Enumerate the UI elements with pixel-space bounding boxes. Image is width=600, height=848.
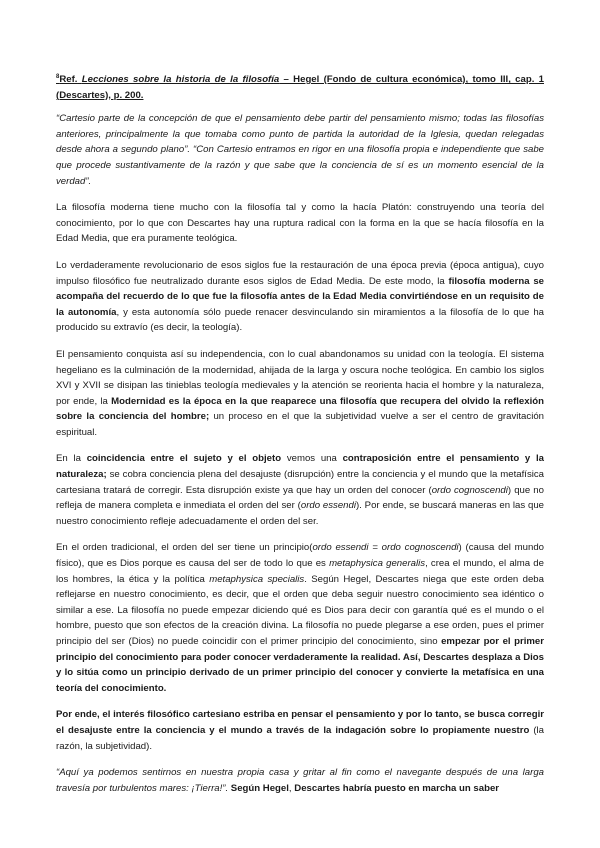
p3-text-a: El pensamiento conquista así su independencia, con lo cual abandonamos su unidad con la teología. El sistema hegeliano es la culminación de la modernidad, ahijada de la larga y oscura noche teológica. En cambio los siglos XVI y XVII se disipan las tinieblas teología medievales y la atención se reorienta hacia el hombre y la naturaleza, por ende, la [56,348,544,407]
p4-text-g: ) que no refleja de manera completa e inmediata el orden del ser ( [56,484,544,512]
reference-line [56,70,544,103]
paragraph-6 [56,707,544,754]
footnote-marker: 8 [56,74,60,80]
reference-title: Lecciones sobre la historia de la filosofía [81,74,280,85]
p4-italic-f: ordo cognoscendi [431,484,508,496]
p4-text-i: ). Por ende, se buscará maneras en las que nuestro conocimiento refleje adecuadamente el orden del ser. [56,500,544,527]
p2-bold: filosofía moderna se acompaña del recuerdo de lo que fue la filosofía antes de la Edad Media convirtiéndose en un requisito de la autonomía [56,275,545,318]
p2-text-a: Lo verdaderamente revolucionario de esos siglos fue la restauración de una época previa (época antigua), cuyo impulso filosófico fue neutralizado durante esos siglos de Edad Media. De este modo, la [56,259,544,287]
p4-text-c: vemos una [281,453,343,465]
p5-text-c: ) (causa del mundo físico), que es Dios porque es causa del ser de todo lo que es [56,542,544,570]
paragraph-3 [56,347,544,441]
p5-text-h: La filosofía no puede plegarse a ese orden, pues el primer principio del ser (Dios) no puede coincidir con el primer principio del conocimiento, sino [56,620,545,647]
p7-text-c: , [288,782,295,794]
p3-text-c: un proceso en el que la subjetividad vuelve a ser el centro de gravitación espiritual. [56,411,544,438]
p4-text-e: se cobra conciencia plena del desajuste (disrupción) entre la conciencia y el mundo que la metafísica cartesiana tratará de corregir. Esta disrupción existe ya que hay un orden del conocer ( [56,469,544,496]
p7-bold-d: Descartes habría puesto en marcha un saber [294,782,500,794]
p4-text-a: En la [56,453,87,465]
paragraph-1: La filosofía moderna tiene mucho con la filosofía tal y como la hacía Platón: construyendo una teoría del conocimiento, por lo que con Descartes hay una ruptura radical con la forma en la que se hacía filosofía en la Edad Media, que era puramente teológica. [56,202,544,245]
p5-bold-i: empezar por el primer principio del conocimiento para poder conocer verdaderamente la realidad [56,636,544,663]
p4-italic-h: ordo essendi [300,500,356,512]
reference-details: – Hegel (Fondo de cultura económica), tomo III, cap. 1 (Descartes), p. 200. [56,74,544,101]
p5-text-e: , crea el mundo, el alma de los hombres, la ética y la política [56,558,544,585]
p7-italic-a: “Aquí ya podemos sentirnos en nuestra propia casa y gritar al fin como el navegante después de una larga travesía por turbulentos mares: ¡Tierra!”. [56,767,544,794]
p7-bold-b: Según Hegel [228,782,289,794]
p6-text-b: (la razón, la subjetividad). [56,724,544,752]
paragraph-2 [56,258,544,336]
paragraph-7 [56,765,544,796]
paragraph-5 [56,540,544,696]
p4-bold-d: contraposición entre el pensamiento y la naturaleza; [56,453,544,481]
p5-italic-f: metaphysica specialis [209,573,305,585]
quote-part-2: “Con Cartesio entramos en rigor en una filosofía propia e independiente que sabe que procede sustantivamente de la razón y que sabe que la conciencia de sí es un momento esencial de la verdad”. [56,144,544,187]
p5-italic-b: ordo essendi = ordo cognoscendi [312,542,459,554]
reference-prefix: Ref. [59,74,78,85]
p5-text-g: . Según Hegel, Descartes niega que este orden deba reflejarse en nuestro conocimiento, es decir, que el orden que deba seguir nuestro conocimiento sea idéntico o similar a ese. La filosofía no puede empezar diciendo qué es Dios para decir con garantía qué es el mundo o el hombre, puesto que son efectos de la creación divina. [56,573,544,632]
p5-italic-d: metaphysica generalis [329,558,426,570]
p5-bold-j: . Así, Descartes desplaza a Dios y lo sitúa como un principio derivado de un primer principio del conocer y convierte la metafísica en una teoría del conocimiento. [56,651,544,694]
p6-bold-a: Por ende, el interés filosófico cartesiano estriba en pensar el pensamiento y por lo tanto, se busca corregir el desajuste entre la conciencia y el mundo a través de la indagación sobre lo propiamente nuestro [56,709,544,736]
quote-part-1: “Cartesio parte de la concepción de que el pensamiento debe partir del pensamiento mismo; todas las filosofías anteriores, principalmente la que tomaba como punto de partida la autoridad de la Iglesia, quedan relegadas desde ahora a segundo plano”. [56,113,544,156]
hegel-quote [56,111,544,189]
p4-bold-b: coincidencia entre el sujeto y el objeto [86,453,282,465]
paragraph-4 [56,451,544,529]
p3-bold: Modernidad es la época en la que reaparece una filosofía que recupera del olvido la reflexión sobre la conciencia del hombre; [56,395,544,423]
p5-text-a: En el orden tradicional, el orden del ser tiene un principio( [56,542,313,554]
p2-text-c: , y esta autonomía sólo puede renacer desvinculando sin miramientos a la filosofía de lo que ha producido su extravío (es decir, la teología). [56,306,545,334]
